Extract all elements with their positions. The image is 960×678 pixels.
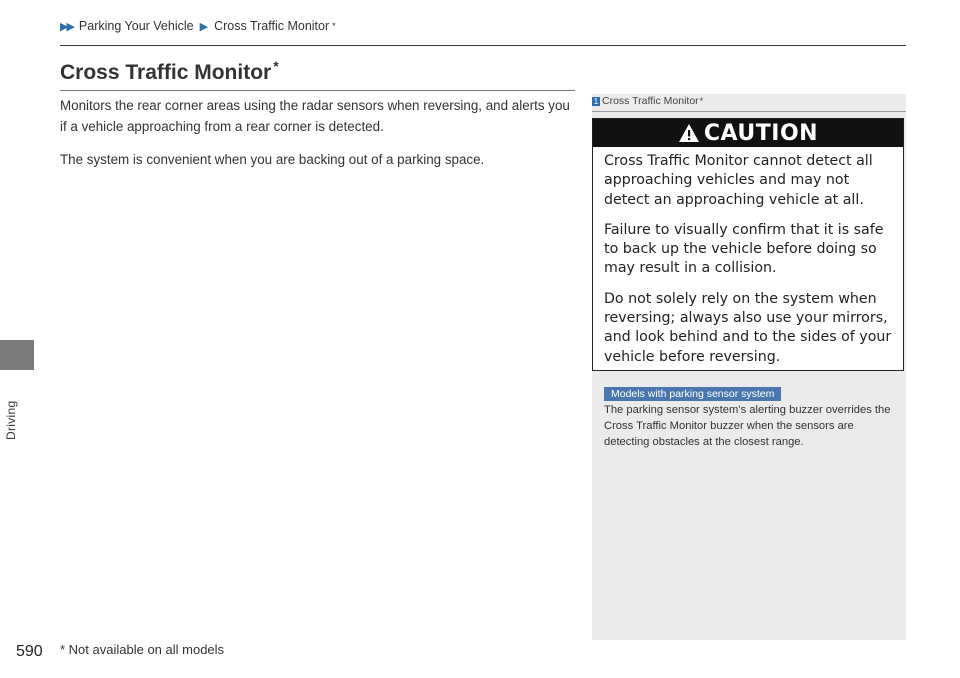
sidebar-heading-text: Cross Traffic Monitor <box>602 95 699 107</box>
page-title <box>60 58 279 85</box>
sidebar-note: The parking sensor system’s alerting buzzer overrides the Cross Traffic Monitor buzzer when the sensors are detecting obstacles at the closest range. <box>604 404 891 448</box>
title-divider <box>60 90 575 91</box>
section-tab-label: Driving <box>4 400 18 440</box>
page-title-text: Cross Traffic Monitor <box>60 61 272 84</box>
breadcrumb-item-parking[interactable]: Parking Your Vehicle <box>78 19 194 33</box>
header-divider <box>60 45 906 46</box>
sidebar-heading-asterisk: * <box>699 96 704 106</box>
caution-paragraph-3: Do not solely rely on the system when reversing; always also use your mirrors, and look behind and to the sides of your vehicle before reversing. <box>604 290 892 365</box>
breadcrumb-asterisk: * <box>332 21 336 31</box>
page-number: 590 <box>16 643 43 660</box>
breadcrumb-arrow-icon: ▶ <box>199 20 209 33</box>
section-tab-marker <box>0 340 34 370</box>
caution-box <box>592 118 904 371</box>
caution-label: CAUTION <box>703 120 819 146</box>
reference-icon: 1 <box>593 96 599 106</box>
sidebar-divider <box>592 111 906 112</box>
sidebar-heading <box>592 95 906 107</box>
breadcrumb <box>60 19 336 33</box>
warning-triangle-icon <box>678 123 700 143</box>
caution-paragraph-1: Cross Traffic Monitor cannot detect all approaching vehicles and may not detect an approaching vehicle at all. <box>604 153 873 208</box>
model-applicability-badge: Models with parking sensor system <box>604 387 781 401</box>
breadcrumb-arrow-icon: ▶▶ <box>60 20 73 33</box>
body-paragraph-1: Monitors the rear corner areas using the radar sensors when reversing, and alerts you if a vehicle approaching from a rear corner is detected. <box>60 98 570 134</box>
footnote: * Not available on all models <box>60 642 225 657</box>
caution-header <box>593 119 903 147</box>
breadcrumb-item-cross-traffic[interactable]: Cross Traffic Monitor <box>214 19 330 33</box>
caution-paragraph-2: Failure to visually confirm that it is safe to back up the vehicle before doing so may result in a collision. <box>604 221 884 277</box>
body-paragraph-2: The system is convenient when you are backing out of a parking space. <box>60 152 485 167</box>
page-title-asterisk: * <box>273 58 279 74</box>
